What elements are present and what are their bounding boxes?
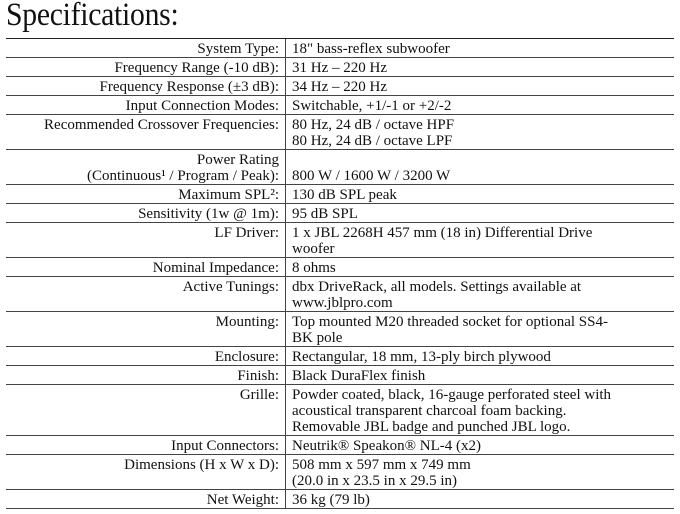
spec-row: [6, 39, 674, 58]
spec-label: [6, 277, 286, 311]
spec-value-line: 508 mm x 597 mm x 749 mm: [292, 457, 471, 473]
spec-row: [6, 77, 674, 96]
spec-value-line: acoustical transparent charcoal foam backing.: [292, 403, 567, 419]
spec-label-line: Sensitivity (1w @ 1m):: [138, 206, 279, 222]
spec-value: [286, 490, 674, 508]
spec-label-line: Power Rating: [196, 152, 279, 168]
spec-value: [286, 436, 674, 454]
spec-value-line: Removable JBL badge and punched JBL logo.: [292, 419, 571, 435]
spec-label-line: Dimensions (H x W x D):: [124, 457, 279, 473]
spec-label: [6, 96, 286, 114]
spec-value-line: 1 x JBL 2268H 457 mm (18 in) Differential Drive: [292, 225, 593, 241]
spec-label-line: Nominal Impedance:: [152, 260, 279, 276]
spec-label-line: Net Weight:: [206, 492, 279, 508]
spec-label: [6, 258, 286, 276]
spec-value-line: BK pole: [292, 330, 343, 346]
spec-value: [286, 347, 674, 365]
spec-label: [6, 39, 286, 57]
spec-value-line: Powder coated, black, 16-gauge perforated steel with: [292, 387, 612, 403]
spec-value-line: Black DuraFlex finish: [292, 368, 426, 384]
spec-value: [286, 277, 674, 311]
spec-row: [6, 150, 674, 185]
spec-label-line: Mounting:: [215, 314, 279, 330]
spec-value: [286, 115, 674, 149]
spec-value: [286, 258, 674, 276]
spec-label: [6, 223, 286, 257]
spec-value-line: 80 Hz, 24 dB / octave HPF: [292, 117, 455, 133]
spec-label: [6, 366, 286, 384]
spec-value: [286, 58, 674, 76]
spec-row: [6, 490, 674, 509]
spec-label: [6, 436, 286, 454]
spec-label-line: Frequency Response (±3 dB):: [99, 79, 279, 95]
spec-value-line: 34 Hz – 220 Hz: [292, 79, 387, 95]
spec-label: [6, 115, 286, 149]
spec-value: [286, 366, 674, 384]
page-title: Specifications:: [6, 0, 179, 33]
spec-label: [6, 58, 286, 76]
spec-row: [6, 115, 674, 150]
spec-label-line: Active Tunings:: [182, 279, 279, 295]
spec-label-line: Grille:: [239, 387, 279, 403]
spec-value-line: Top mounted M20 threaded socket for optional SS4-: [292, 314, 608, 330]
spec-label: [6, 490, 286, 508]
spec-label-line: (Continuous¹ / Program / Peak):: [87, 168, 279, 184]
spec-value: [286, 150, 674, 184]
specifications-table: [6, 38, 674, 509]
spec-value: [286, 455, 674, 489]
spec-label: [6, 385, 286, 435]
spec-label: [6, 312, 286, 346]
spec-value-line: Neutrik® Speakon® NL-4 (x2): [292, 438, 482, 454]
spec-label-line: Input Connectors:: [171, 438, 279, 454]
spec-value-line: 18" bass-reflex subwoofer: [292, 41, 450, 57]
spec-row: [6, 96, 674, 115]
spec-value-line: 31 Hz – 220 Hz: [292, 60, 387, 76]
spec-label-line: Recommended Crossover Frequencies:: [44, 117, 279, 133]
spec-value-line: 95 dB SPL: [292, 206, 358, 222]
spec-row: [6, 258, 674, 277]
spec-value: [286, 96, 674, 114]
spec-value: [286, 39, 674, 57]
spec-value-line: [292, 152, 674, 168]
spec-row: [6, 58, 674, 77]
spec-value: [286, 312, 674, 346]
spec-label: [6, 204, 286, 222]
spec-row: [6, 455, 674, 490]
spec-value-line: 800 W / 1600 W / 3200 W: [292, 168, 451, 184]
spec-row: [6, 223, 674, 258]
spec-value-line: www.jblpro.com: [292, 295, 393, 311]
spec-row: [6, 385, 674, 436]
spec-value-line: (20.0 in x 23.5 in x 29.5 in): [292, 473, 457, 489]
spec-value-line: Switchable, +1/-1 or +2/-2: [292, 98, 452, 114]
spec-label: [6, 77, 286, 95]
spec-row: [6, 277, 674, 312]
spec-value: [286, 223, 674, 257]
spec-label: [6, 347, 286, 365]
spec-row: [6, 366, 674, 385]
spec-value: [286, 385, 674, 435]
spec-value-line: 8 ohms: [292, 260, 336, 276]
spec-label-line: Input Connection Modes:: [125, 98, 279, 114]
spec-label-line: Frequency Range (-10 dB):: [114, 60, 279, 76]
spec-label: [6, 185, 286, 203]
spec-row: [6, 347, 674, 366]
spec-row: [6, 436, 674, 455]
spec-row: [6, 204, 674, 223]
spec-label-line: LF Driver:: [214, 225, 279, 241]
spec-label-line: Maximum SPL²:: [178, 187, 279, 203]
spec-label: [6, 455, 286, 489]
spec-value-line: 36 kg (79 lb): [292, 492, 370, 508]
spec-label-line: System Type:: [197, 41, 279, 57]
spec-label-line: Enclosure:: [214, 349, 279, 365]
spec-value-line: dbx DriveRack, all models. Settings available at: [292, 279, 582, 295]
spec-label: [6, 150, 286, 184]
spec-label-line: Finish:: [237, 368, 279, 384]
spec-value-line: Rectangular, 18 mm, 13-ply birch plywood: [292, 349, 551, 365]
spec-value-line: woofer: [292, 241, 335, 257]
spec-row: [6, 312, 674, 347]
spec-value: [286, 77, 674, 95]
spec-value-line: 130 dB SPL peak: [292, 187, 397, 203]
spec-value-line: 80 Hz, 24 dB / octave LPF: [292, 133, 453, 149]
spec-row: [6, 185, 674, 204]
spec-value: [286, 185, 674, 203]
spec-value: [286, 204, 674, 222]
